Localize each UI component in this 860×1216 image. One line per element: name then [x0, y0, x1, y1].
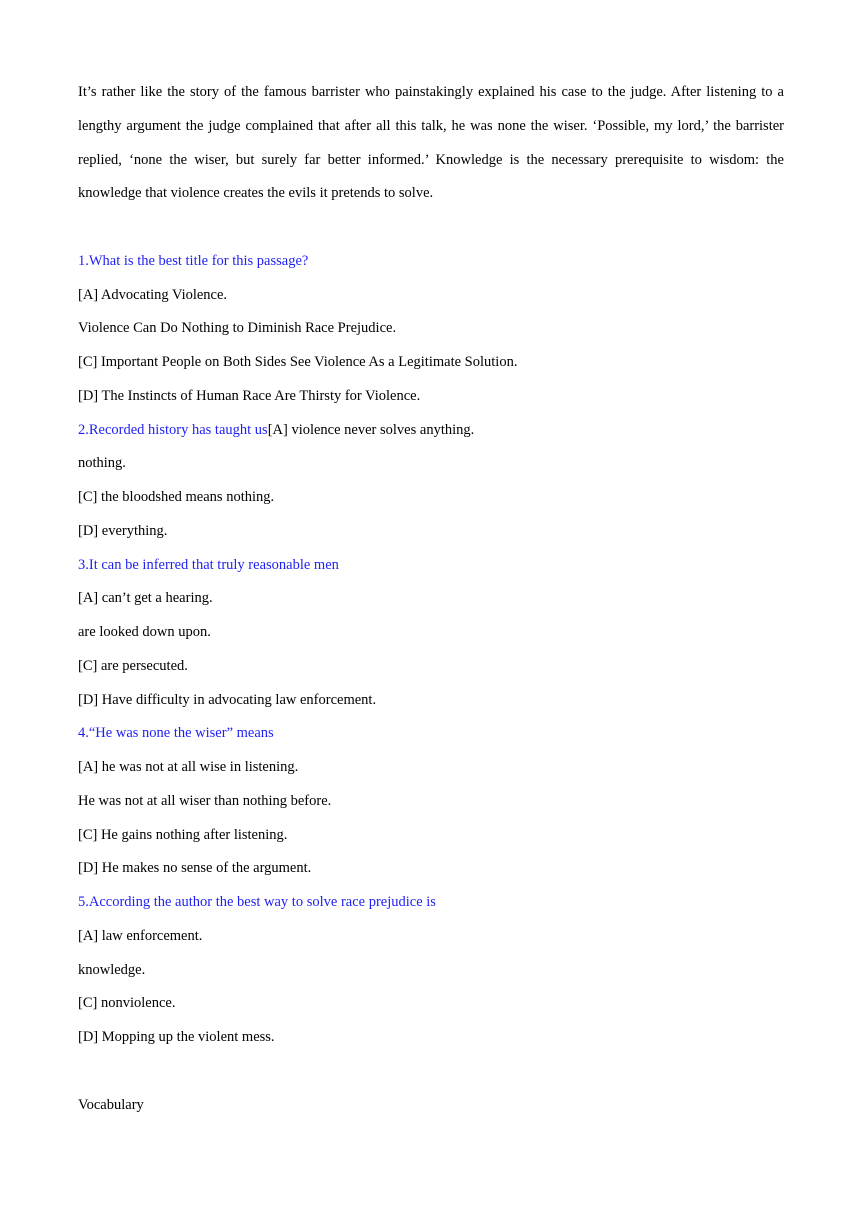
question-1-option-b: Violence Can Do Nothing to Diminish Race Prejudice. [78, 320, 397, 337]
question-4-option-d: [D] He makes no sense of the argument. [78, 860, 312, 877]
question-5-option-c: [C] nonviolence. [78, 995, 176, 1012]
question-5-option-a: [A] law enforcement. [78, 927, 203, 944]
question-5-option-d: [D] Mopping up the violent mess. [78, 1029, 275, 1045]
question-4-option-a: [A] he was not at all wise in listening. [78, 759, 299, 775]
question-4-stem: 4.“He was none the wiser” means [78, 725, 274, 742]
question-2-stem: 2.Recorded history has taught us [78, 421, 268, 438]
question-5-option-b: knowledge. [78, 961, 146, 978]
question-1-stem: 1.What is the best title for this passage? [78, 252, 309, 269]
spacer [78, 211, 784, 245]
question-1-option-a: [A] Advocating Violence. [78, 286, 228, 303]
question-1-option-d: [D] The Instincts of Human Race Are Thirsty for Violence. [78, 387, 421, 404]
question-3-option-c: [C] are persecuted. [78, 657, 188, 674]
question-2-option-a: [A] violence never solves anything. [267, 421, 475, 438]
passage-paragraph: It’s rather like the story of the famous barrister who painstakingly explained his case to the judge. After listening to a lengthy argument the judge complained that after all this talk, he was none the wiser. ‘Possible, my lord,’ the barrister replied, ‘none the wiser, but surely far better informed.’ Knowledge is the necessary prerequisite to wisdom: the knowledge that violence creates the evils it pretends to solve. [78, 84, 784, 202]
question-2-option-d: [D] everything. [78, 522, 168, 539]
question-1-option-c: [C] Important People on Both Sides See Violence As a Legitimate Solution. [78, 354, 518, 370]
spacer [78, 1055, 784, 1089]
question-3-option-d: [D] Have difficulty in advocating law enforcement. [78, 691, 377, 708]
question-5-stem: 5.According the author the best way to solve race prejudice is [78, 894, 436, 910]
document-page [78, 76, 784, 1122]
question-2-option-b: nothing. [78, 455, 126, 472]
question-2-stem-line [78, 414, 784, 448]
question-3-option-a: [A] can’t get a hearing. [78, 590, 213, 607]
question-4-option-c: [C] He gains nothing after listening. [78, 826, 288, 843]
question-3-option-b: are looked down upon. [78, 624, 211, 640]
question-3-stem: 3.It can be inferred that truly reasonable men [78, 556, 339, 573]
section-heading-vocabulary: Vocabulary [78, 1096, 144, 1113]
question-4-option-b: He was not at all wiser than nothing before. [78, 792, 332, 809]
question-2-option-c: [C] the bloodshed means nothing. [78, 489, 275, 505]
